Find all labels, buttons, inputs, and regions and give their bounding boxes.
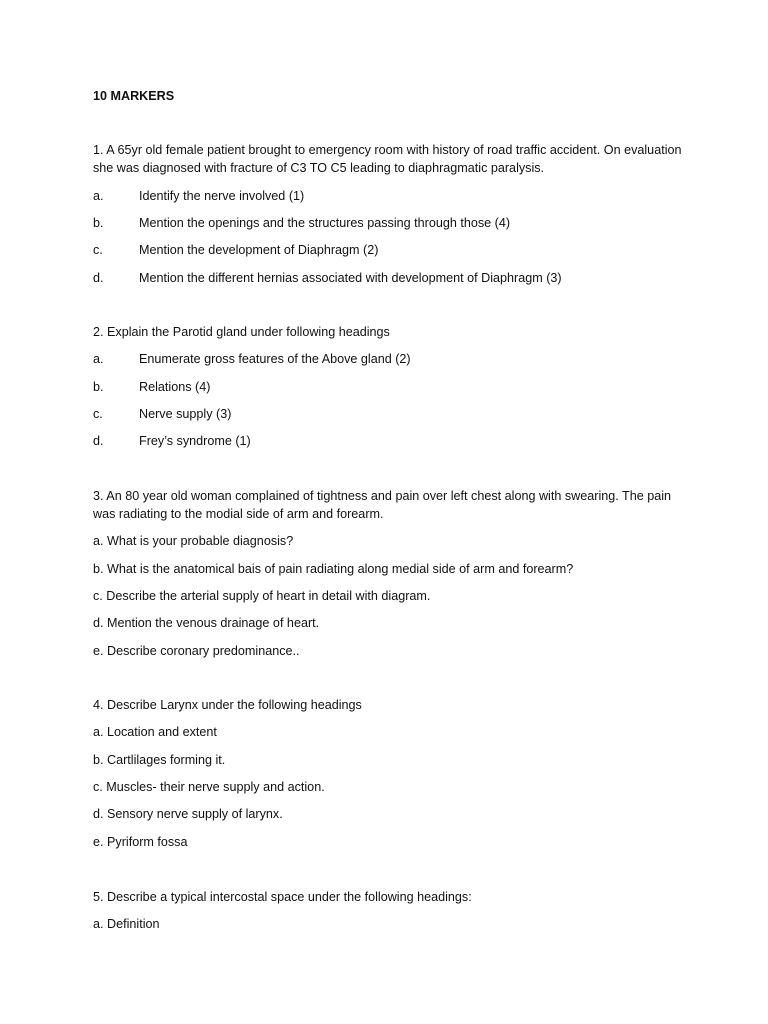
- question-2-part-marker: a.: [93, 352, 104, 366]
- question-1-part-marker: a.: [93, 189, 104, 203]
- question-2-part-text: Frey’s syndrome (1): [139, 434, 251, 448]
- question-3-part: d. Mention the venous drainage of heart.: [93, 616, 320, 630]
- question-4-part: d. Sensory nerve supply of larynx.: [93, 807, 283, 821]
- question-2-part-text: Nerve supply (3): [139, 407, 232, 421]
- question-4-part: e. Pyriform fossa: [93, 835, 188, 849]
- question-1-part-marker: b.: [93, 216, 104, 230]
- question-3-part: b. What is the anatomical bais of pain radiating along medial side of arm and forearm?: [93, 562, 574, 576]
- question-3-stem: 3. An 80 year old woman complained of tightness and pain over left chest along with swearing. The pain was radiating to the modial side of arm and forearm.: [93, 489, 672, 521]
- question-4-part: c. Muscles- their nerve supply and action.: [93, 780, 325, 794]
- question-2-part-marker: b.: [93, 380, 104, 394]
- question-2-part-marker: d.: [93, 434, 104, 448]
- question-5-part: a. Definition: [93, 917, 160, 931]
- question-3-part: e. Describe coronary predominance..: [93, 644, 300, 658]
- section-heading: 10 MARKERS: [93, 89, 175, 103]
- question-2-part-text: Relations (4): [139, 380, 211, 394]
- question-1-part-marker: d.: [93, 271, 104, 285]
- question-3-part: c. Describe the arterial supply of heart in detail with diagram.: [93, 589, 431, 603]
- question-4-part: a. Location and extent: [93, 725, 217, 739]
- question-4-part: b. Cartlilages forming it.: [93, 753, 226, 767]
- question-3-part: a. What is your probable diagnosis?: [93, 534, 294, 548]
- question-1-part-text: Identify the nerve involved (1): [139, 189, 305, 203]
- question-1-stem: 1. A 65yr old female patient brought to emergency room with history of road traffic accident. On evaluation she was diagnosed with fracture of C3 TO C5 leading to diaphragmatic paralysis.: [93, 143, 682, 175]
- question-1-part-text: Mention the different hernias associated with development of Diaphragm (3): [139, 271, 562, 285]
- question-5-stem: 5. Describe a typical intercostal space under the following headings:: [93, 890, 472, 904]
- question-1-part-text: Mention the development of Diaphragm (2): [139, 243, 379, 257]
- question-1-part-marker: c.: [93, 243, 103, 257]
- question-1-part-text: Mention the openings and the structures passing through those (4): [139, 216, 511, 230]
- question-4-stem: 4. Describe Larynx under the following headings: [93, 698, 362, 712]
- question-2-stem: 2. Explain the Parotid gland under following headings: [93, 325, 390, 339]
- question-2-part-text: Enumerate gross features of the Above gland (2): [139, 352, 411, 366]
- question-2-part-marker: c.: [93, 407, 103, 421]
